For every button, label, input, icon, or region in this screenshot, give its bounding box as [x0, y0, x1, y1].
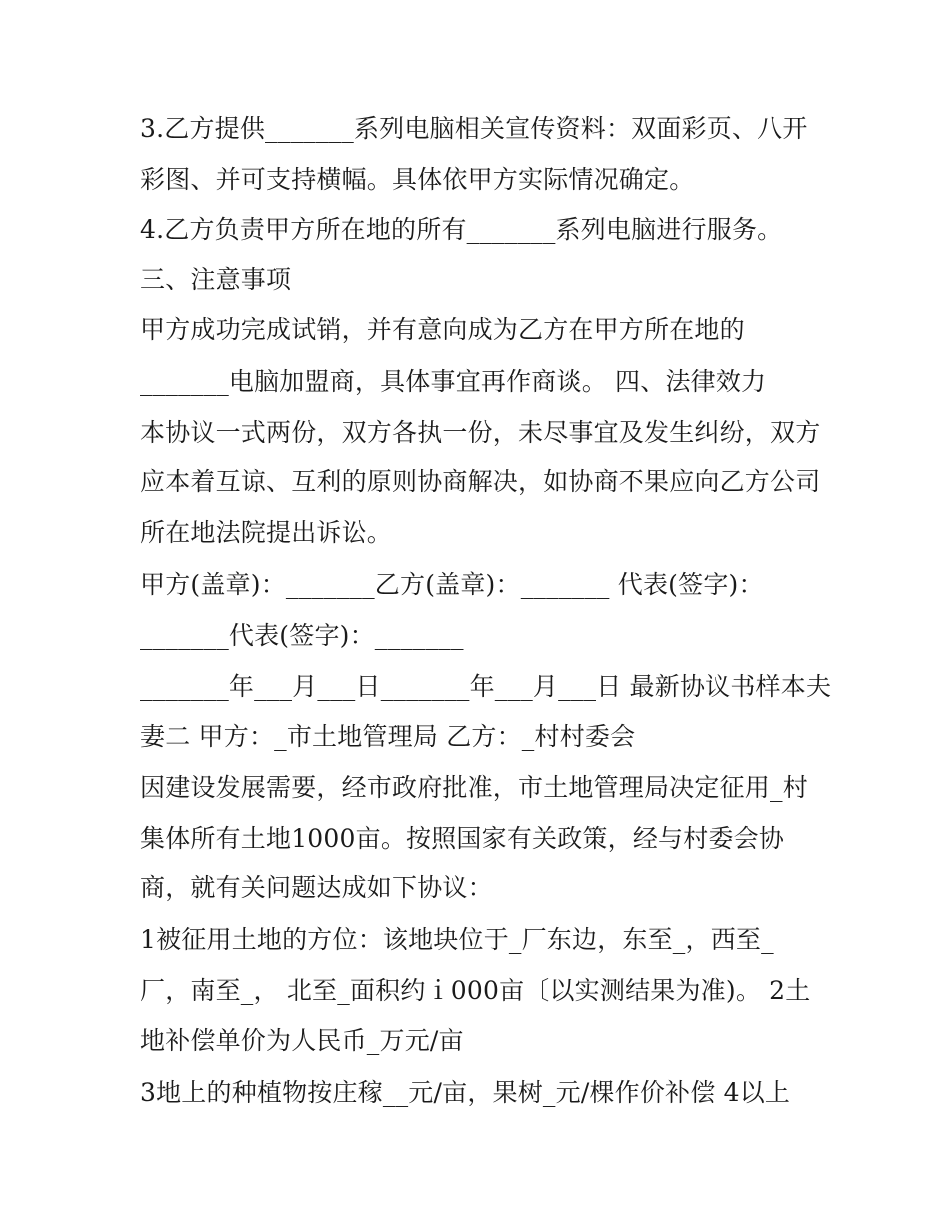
text-line: 彩图、并可支持横幅。具体依甲方实际情况确定。	[140, 165, 695, 194]
date-line: _______年___月___日_______年___月___日 最新协议书样本夫	[140, 672, 832, 701]
text-line: 1被征用土地的方位：该地块位于_厂东边，东至_，西至_	[140, 925, 774, 954]
text-line: 所在地法院提出诉讼。	[140, 518, 393, 547]
text-line: 3.乙方提供_______系列电脑相关宣传资料：双面彩页、八开	[140, 114, 808, 143]
text-line: 厂，南至_， 北至_面积约ｉ000亩〔以实测结果为准)。 2土	[140, 976, 811, 1005]
section-heading: 三、注意事项	[140, 265, 292, 294]
text-line: 3地上的种植物按庄稼__元/亩，果树_元/棵作价补偿 4以上	[140, 1078, 791, 1107]
text-line: 本协议一式两份，双方各执一份，未尽事宜及发生纠纷，双方	[140, 418, 821, 447]
text-line: 集体所有土地1000亩。按照国家有关政策，经与村委会协	[140, 824, 785, 853]
text-line: 地补偿单价为人民币_万元/亩	[140, 1026, 464, 1055]
text-line: 应本着互谅、互利的原则协商解决，如协商不果应向乙方公司	[140, 467, 821, 496]
text-line: 甲方成功完成试销，并有意向成为乙方在甲方所在地的	[140, 315, 745, 344]
parties-line: 妻二 甲方：_市土地管理局 乙方：_村村委会	[140, 722, 636, 751]
signature-line: 甲方(盖章)：_______乙方(盖章)：_______ 代表(签字)：	[140, 570, 764, 599]
text-line: 4.乙方负责甲方所在地的所有_______系列电脑进行服务。	[140, 215, 783, 244]
text-line: 商，就有关问题达成如下协议：	[140, 873, 493, 902]
signature-line: _______代表(签字)：_______	[140, 621, 464, 650]
text-line: _______电脑加盟商，具体事宜再作商谈。 四、法律效力	[140, 367, 767, 396]
text-line: 因建设发展需要，经市政府批准，市土地管理局决定征用_村	[140, 773, 808, 802]
